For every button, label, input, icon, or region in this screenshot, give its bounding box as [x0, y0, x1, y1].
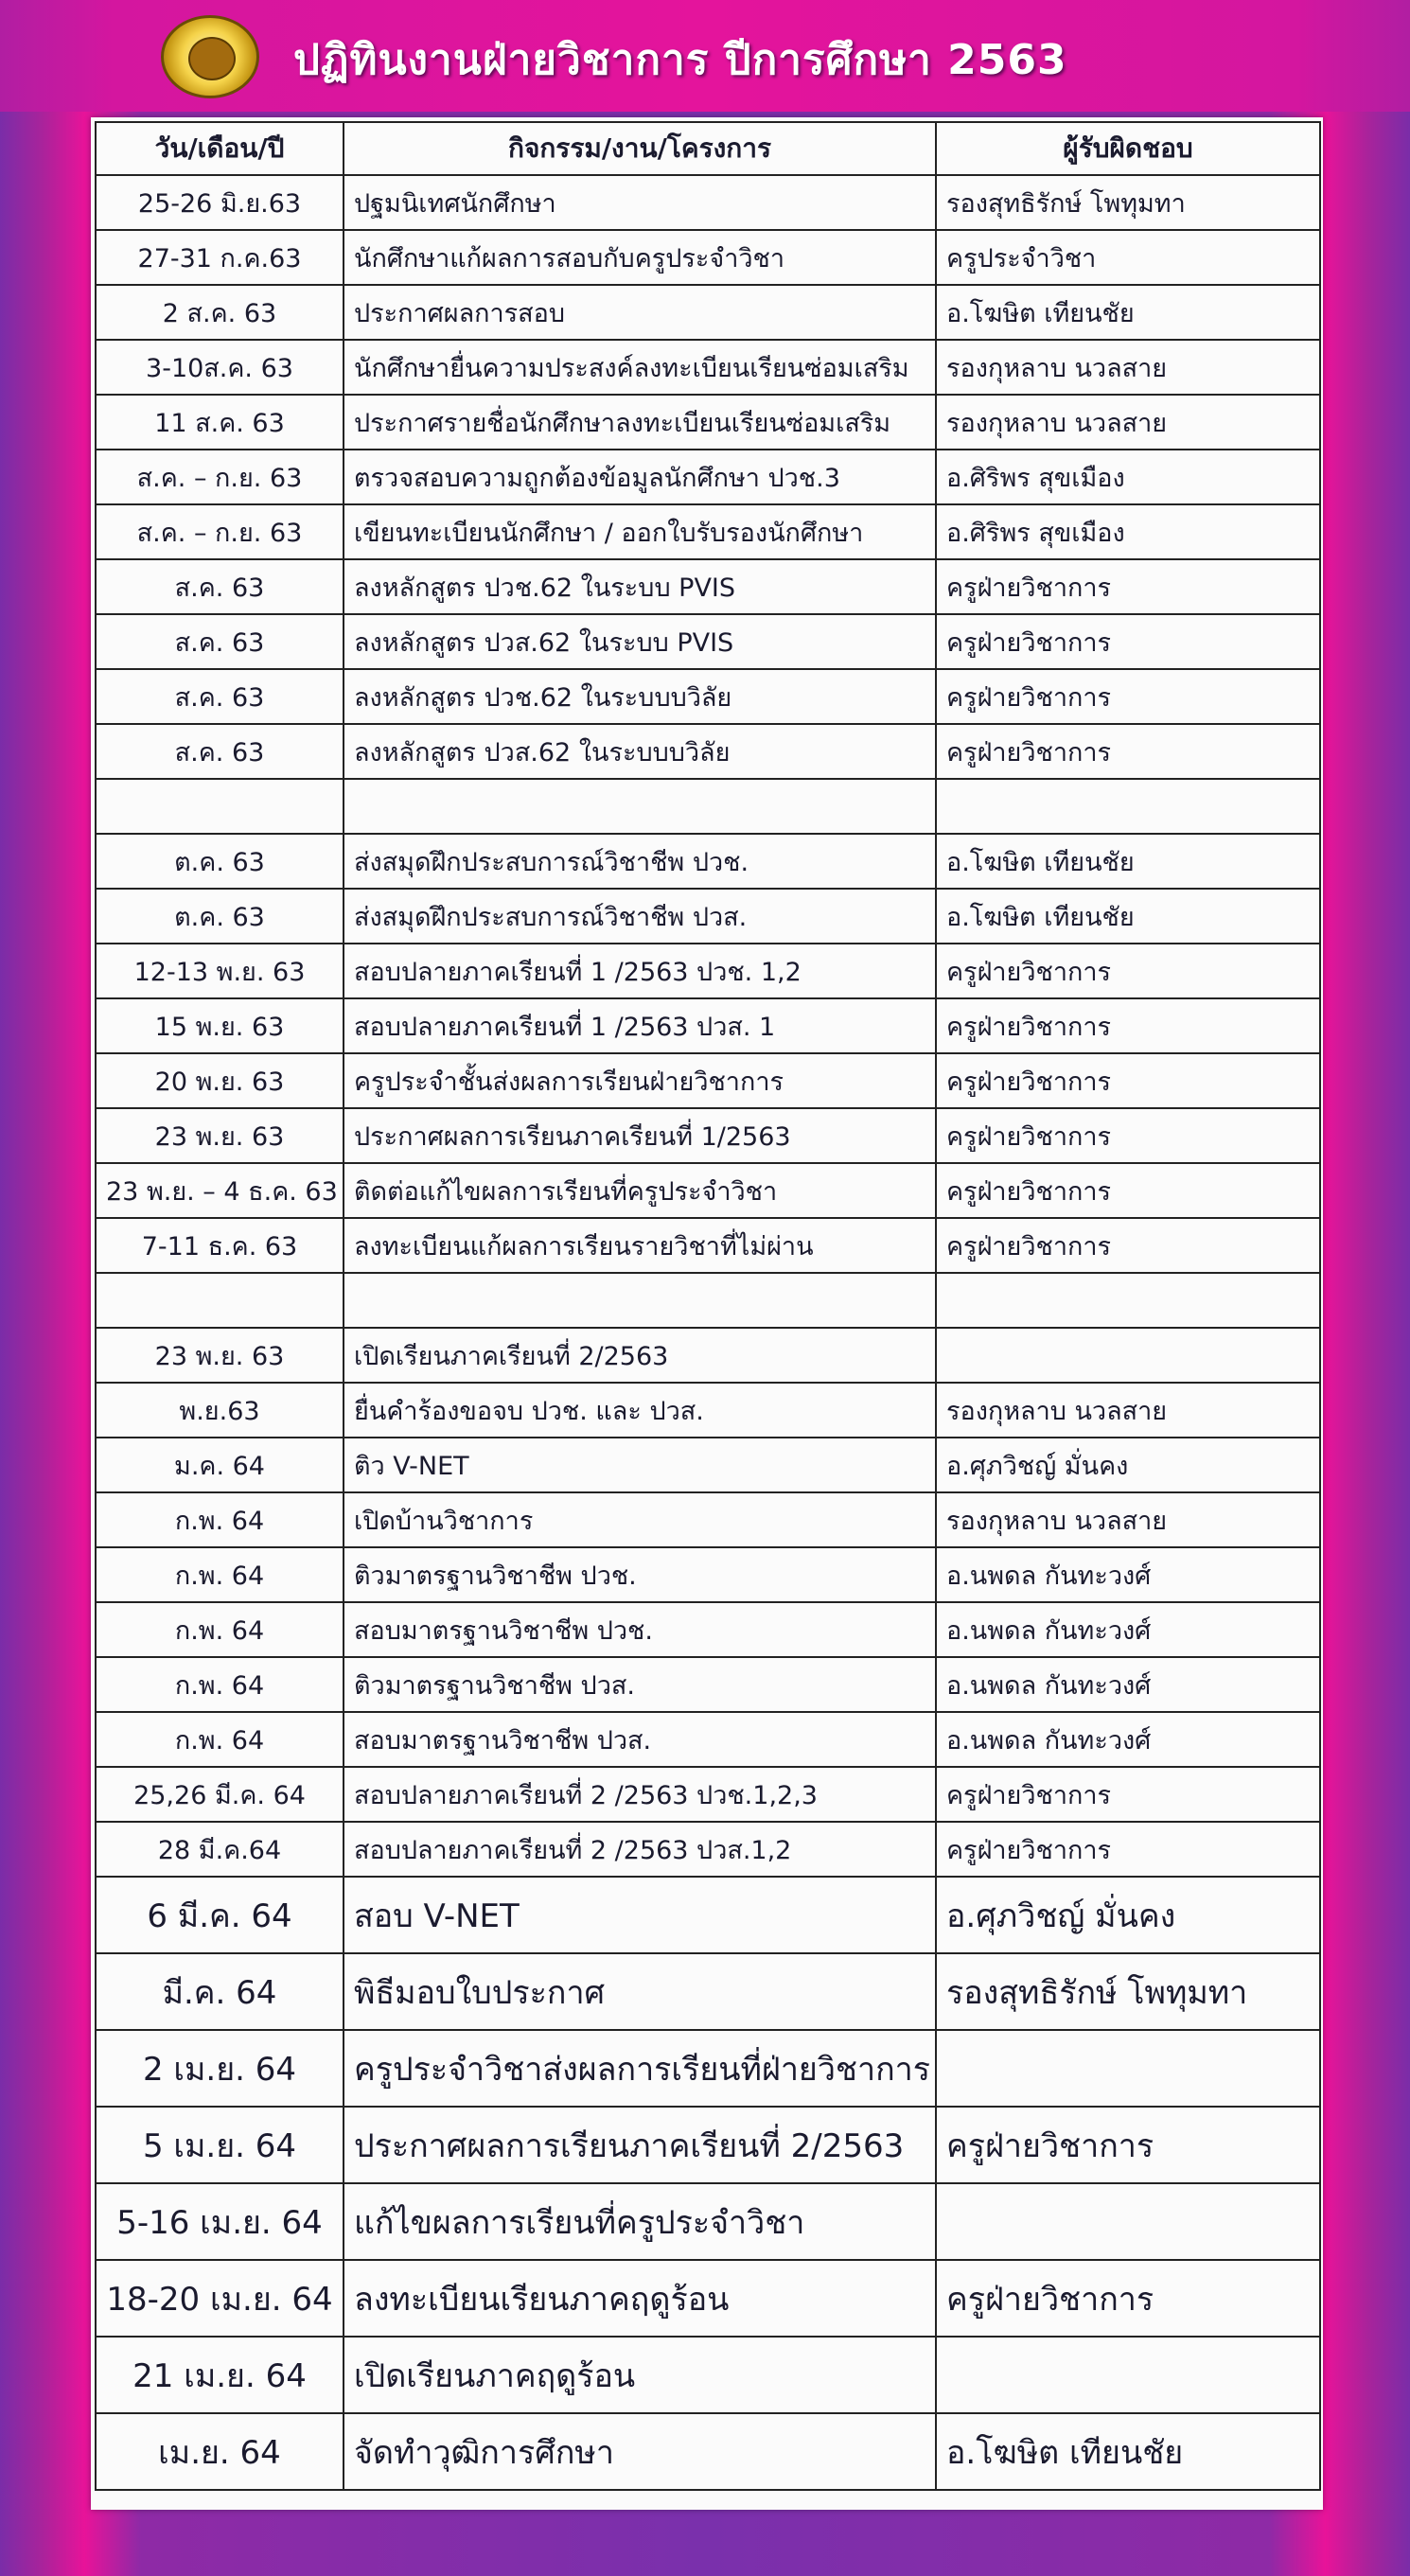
table-row — [96, 2260, 1320, 2337]
emblem-center — [188, 37, 236, 80]
row-activity-cell: ส่งสมุดฝึกประสบการณ์วิชาชีพ ปวส. — [344, 889, 936, 944]
row-owner-cell: รองกุหลาบ นวลสาย — [936, 340, 1320, 395]
row-owner-cell — [936, 1273, 1320, 1328]
row-owner-cell: อ.โฆษิต เทียนชัย — [936, 2413, 1320, 2490]
row-activity-cell: ลงทะเบียนแก้ผลการเรียนรายวิชาที่ไม่ผ่าน — [344, 1218, 936, 1273]
table-row — [96, 2030, 1320, 2107]
table-row — [96, 1492, 1320, 1547]
row-activity-cell: จัดทำวุฒิการศึกษา — [344, 2413, 936, 2490]
row-date-cell: 20 พ.ย. 63 — [96, 1053, 344, 1108]
row-date-cell: ส.ค. 63 — [96, 559, 344, 614]
row-owner-cell — [936, 779, 1320, 834]
table-row — [96, 1273, 1320, 1328]
row-date-cell: เม.ย. 64 — [96, 2413, 344, 2490]
table-row — [96, 669, 1320, 724]
row-owner-cell: รองกุหลาบ นวลสาย — [936, 395, 1320, 450]
row-activity-cell: เปิดเรียนภาคเรียนที่ 2/2563 — [344, 1328, 936, 1383]
table-row — [96, 724, 1320, 779]
row-owner-cell: รองกุหลาบ นวลสาย — [936, 1383, 1320, 1438]
table-row — [96, 230, 1320, 285]
row-owner-cell: ครูฝ่ายวิชาการ — [936, 669, 1320, 724]
row-owner-cell: ครูประจำวิชา — [936, 230, 1320, 285]
row-date-cell: 23 พ.ย. – 4 ธ.ค. 63 — [96, 1163, 344, 1218]
row-date-cell: ส.ค. 63 — [96, 724, 344, 779]
row-activity-cell: ลงหลักสูตร ปวช.62 ในระบบ PVIS — [344, 559, 936, 614]
row-owner-cell: ครูฝ่ายวิชาการ — [936, 559, 1320, 614]
row-date-cell: 5 เม.ย. 64 — [96, 2107, 344, 2183]
table-row — [96, 2107, 1320, 2183]
row-date-cell: ส.ค. – ก.ย. 63 — [96, 504, 344, 559]
row-owner-cell: อ.นพดล กันทะวงศ์ — [936, 1602, 1320, 1657]
row-activity-cell: ติวมาตรฐานวิชาชีพ ปวช. — [344, 1547, 936, 1602]
table-row — [96, 559, 1320, 614]
row-owner-cell: ครูฝ่ายวิชาการ — [936, 944, 1320, 998]
row-activity-cell: ลงหลักสูตร ปวส.62 ในระบบ PVIS — [344, 614, 936, 669]
table-row — [96, 998, 1320, 1053]
column-header-activity: กิจกรรม/งาน/โครงการ — [344, 122, 936, 175]
row-date-cell — [96, 1273, 344, 1328]
table-row — [96, 944, 1320, 998]
row-owner-cell: ครูฝ่ายวิชาการ — [936, 2107, 1320, 2183]
row-date-cell — [96, 779, 344, 834]
row-activity-cell: สอบปลายภาคเรียนที่ 1 /2563 ปวส. 1 — [344, 998, 936, 1053]
row-date-cell: 27-31 ก.ค.63 — [96, 230, 344, 285]
table-row — [96, 1953, 1320, 2030]
row-activity-cell: ประกาศผลการสอบ — [344, 285, 936, 340]
table-row — [96, 1767, 1320, 1822]
row-date-cell: 25-26 มิ.ย.63 — [96, 175, 344, 230]
row-activity-cell: สอบปลายภาคเรียนที่ 2 /2563 ปวส.1,2 — [344, 1822, 936, 1877]
row-date-cell: 23 พ.ย. 63 — [96, 1328, 344, 1383]
table-row — [96, 2337, 1320, 2413]
row-owner-cell — [936, 2030, 1320, 2107]
row-owner-cell: ครูฝ่ายวิชาการ — [936, 1822, 1320, 1877]
row-date-cell: ก.พ. 64 — [96, 1602, 344, 1657]
row-date-cell: 23 พ.ย. 63 — [96, 1108, 344, 1163]
table-row — [96, 1877, 1320, 1953]
table-row — [96, 1547, 1320, 1602]
row-date-cell: 18-20 เม.ย. 64 — [96, 2260, 344, 2337]
row-owner-cell: ครูฝ่ายวิชาการ — [936, 1163, 1320, 1218]
row-activity-cell: เปิดบ้านวิชาการ — [344, 1492, 936, 1547]
row-owner-cell: รองกุหลาบ นวลสาย — [936, 1492, 1320, 1547]
column-header-owner: ผู้รับผิดชอบ — [936, 122, 1320, 175]
row-date-cell: ก.พ. 64 — [96, 1712, 344, 1767]
row-owner-cell: ครูฝ่ายวิชาการ — [936, 998, 1320, 1053]
row-activity-cell: สอบ V-NET — [344, 1877, 936, 1953]
row-date-cell: ก.พ. 64 — [96, 1547, 344, 1602]
row-activity-cell: แก้ไขผลการเรียนที่ครูประจำวิชา — [344, 2183, 936, 2260]
row-date-cell: ก.พ. 64 — [96, 1492, 344, 1547]
row-activity-cell: ลงหลักสูตร ปวช.62 ในระบบบวิลัย — [344, 669, 936, 724]
table-row — [96, 1328, 1320, 1383]
row-date-cell: 3-10ส.ค. 63 — [96, 340, 344, 395]
table-row — [96, 1602, 1320, 1657]
table-row — [96, 614, 1320, 669]
row-date-cell: 12-13 พ.ย. 63 — [96, 944, 344, 998]
calendar-table — [95, 121, 1321, 2491]
row-owner-cell: ครูฝ่ายวิชาการ — [936, 724, 1320, 779]
calendar-sheet — [91, 117, 1323, 2510]
row-date-cell: 6 มี.ค. 64 — [96, 1877, 344, 1953]
row-activity-cell: เขียนทะเบียนนักศึกษา / ออกใบรับรองนักศึกษา — [344, 504, 936, 559]
table-row — [96, 395, 1320, 450]
table-row — [96, 2183, 1320, 2260]
table-row — [96, 340, 1320, 395]
column-header-date: วัน/เดือน/ปี — [96, 122, 344, 175]
college-emblem-icon — [161, 15, 259, 98]
table-row — [96, 1218, 1320, 1273]
table-row — [96, 450, 1320, 504]
row-activity-cell: สอบมาตรฐานวิชาชีพ ปวส. — [344, 1712, 936, 1767]
row-activity-cell: ติวมาตรฐานวิชาชีพ ปวส. — [344, 1657, 936, 1712]
row-activity-cell: ครูประจำวิชาส่งผลการเรียนที่ฝ่ายวิชาการ — [344, 2030, 936, 2107]
row-owner-cell: อ.นพดล กันทะวงศ์ — [936, 1657, 1320, 1712]
table-row — [96, 1712, 1320, 1767]
table-row — [96, 889, 1320, 944]
table-row — [96, 1108, 1320, 1163]
row-date-cell: ส.ค. – ก.ย. 63 — [96, 450, 344, 504]
row-owner-cell: อ.โฆษิต เทียนชัย — [936, 834, 1320, 889]
row-activity-cell: ปฐมนิเทศนักศึกษา — [344, 175, 936, 230]
table-row — [96, 1163, 1320, 1218]
table-row — [96, 1383, 1320, 1438]
row-activity-cell: เปิดเรียนภาคฤดูร้อน — [344, 2337, 936, 2413]
row-owner-cell: รองสุทธิรักษ์ โพทุมทา — [936, 1953, 1320, 2030]
row-owner-cell: ครูฝ่ายวิชาการ — [936, 1767, 1320, 1822]
row-date-cell: ก.พ. 64 — [96, 1657, 344, 1712]
row-date-cell: 2 เม.ย. 64 — [96, 2030, 344, 2107]
row-owner-cell: อ.ศุภวิชญ์ มั่นคง — [936, 1438, 1320, 1492]
row-date-cell: 21 เม.ย. 64 — [96, 2337, 344, 2413]
row-activity-cell: ติว V-NET — [344, 1438, 936, 1492]
row-owner-cell: ครูฝ่ายวิชาการ — [936, 1108, 1320, 1163]
row-activity-cell: ส่งสมุดฝึกประสบการณ์วิชาชีพ ปวช. — [344, 834, 936, 889]
row-activity-cell: สอบปลายภาคเรียนที่ 2 /2563 ปวช.1,2,3 — [344, 1767, 936, 1822]
row-owner-cell: อ.ศิริพร สุขเมือง — [936, 450, 1320, 504]
row-activity-cell: ลงหลักสูตร ปวส.62 ในระบบบวิลัย — [344, 724, 936, 779]
row-owner-cell — [936, 1328, 1320, 1383]
row-activity-cell: สอบมาตรฐานวิชาชีพ ปวช. — [344, 1602, 936, 1657]
row-activity-cell: พิธีมอบใบประกาศ — [344, 1953, 936, 2030]
row-activity-cell: นักศึกษาแก้ผลการสอบกับครูประจำวิชา — [344, 230, 936, 285]
row-owner-cell: อ.ศิริพร สุขเมือง — [936, 504, 1320, 559]
table-row — [96, 1657, 1320, 1712]
row-date-cell: ต.ค. 63 — [96, 889, 344, 944]
row-date-cell: 2 ส.ค. 63 — [96, 285, 344, 340]
table-row — [96, 175, 1320, 230]
row-owner-cell: อ.โฆษิต เทียนชัย — [936, 285, 1320, 340]
row-activity-cell: ประกาศรายชื่อนักศึกษาลงทะเบียนเรียนซ่อมเสริม — [344, 395, 936, 450]
row-date-cell: ต.ค. 63 — [96, 834, 344, 889]
row-date-cell: ส.ค. 63 — [96, 669, 344, 724]
row-owner-cell — [936, 2337, 1320, 2413]
row-date-cell: 28 มี.ค.64 — [96, 1822, 344, 1877]
row-activity-cell: ลงทะเบียนเรียนภาคฤดูร้อน — [344, 2260, 936, 2337]
row-activity-cell: ประกาศผลการเรียนภาคเรียนที่ 2/2563 — [344, 2107, 936, 2183]
row-date-cell: พ.ย.63 — [96, 1383, 344, 1438]
header-banner — [0, 0, 1410, 112]
table-row — [96, 1438, 1320, 1492]
table-row — [96, 504, 1320, 559]
row-owner-cell: ครูฝ่ายวิชาการ — [936, 1053, 1320, 1108]
row-date-cell: 25,26 มี.ค. 64 — [96, 1767, 344, 1822]
row-owner-cell: อ.ศุภวิชญ์ มั่นคง — [936, 1877, 1320, 1953]
table-row — [96, 285, 1320, 340]
row-activity-cell: สอบปลายภาคเรียนที่ 1 /2563 ปวช. 1,2 — [344, 944, 936, 998]
row-date-cell: ม.ค. 64 — [96, 1438, 344, 1492]
row-owner-cell: อ.โฆษิต เทียนชัย — [936, 889, 1320, 944]
row-owner-cell: ครูฝ่ายวิชาการ — [936, 614, 1320, 669]
row-date-cell: 11 ส.ค. 63 — [96, 395, 344, 450]
table-row — [96, 1053, 1320, 1108]
row-owner-cell: ครูฝ่ายวิชาการ — [936, 2260, 1320, 2337]
row-activity-cell — [344, 779, 936, 834]
row-date-cell: 5-16 เม.ย. 64 — [96, 2183, 344, 2260]
row-activity-cell: ตรวจสอบความถูกต้องข้อมูลนักศึกษา ปวช.3 — [344, 450, 936, 504]
row-owner-cell: อ.นพดล กันทะวงศ์ — [936, 1547, 1320, 1602]
row-activity-cell: ติดต่อแก้ไขผลการเรียนที่ครูประจำวิชา — [344, 1163, 936, 1218]
table-row — [96, 1822, 1320, 1877]
table-row — [96, 2413, 1320, 2490]
row-owner-cell: รองสุทธิรักษ์ โพทุมทา — [936, 175, 1320, 230]
table-row — [96, 779, 1320, 834]
row-activity-cell: ประกาศผลการเรียนภาคเรียนที่ 1/2563 — [344, 1108, 936, 1163]
row-activity-cell — [344, 1273, 936, 1328]
row-owner-cell — [936, 2183, 1320, 2260]
row-activity-cell: ยื่นคำร้องขอจบ ปวช. และ ปวส. — [344, 1383, 936, 1438]
row-owner-cell: อ.นพดล กันทะวงศ์ — [936, 1712, 1320, 1767]
row-activity-cell: นักศึกษายื่นความประสงค์ลงทะเบียนเรียนซ่อมเสริม — [344, 340, 936, 395]
table-row — [96, 834, 1320, 889]
row-date-cell: 7-11 ธ.ค. 63 — [96, 1218, 344, 1273]
row-activity-cell: ครูประจำชั้นส่งผลการเรียนฝ่ายวิชาการ — [344, 1053, 936, 1108]
row-date-cell: 15 พ.ย. 63 — [96, 998, 344, 1053]
row-date-cell: มี.ค. 64 — [96, 1953, 344, 2030]
row-date-cell: ส.ค. 63 — [96, 614, 344, 669]
row-owner-cell: ครูฝ่ายวิชาการ — [936, 1218, 1320, 1273]
page-title: ปฏิทินงานฝ่ายวิชาการ ปีการศึกษา 2563 — [293, 36, 1067, 84]
table-header-row — [96, 122, 1320, 175]
